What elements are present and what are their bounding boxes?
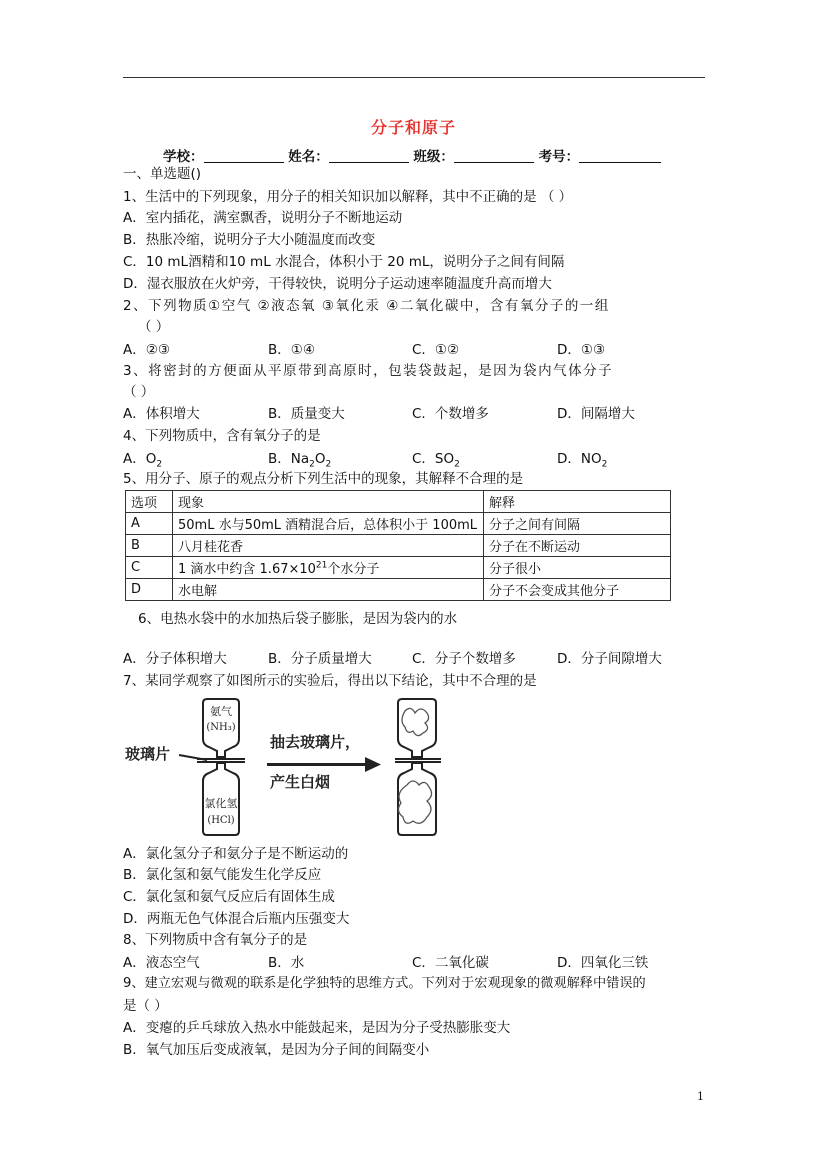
school-blank[interactable] <box>204 148 284 163</box>
hcl-formula: (HCl) <box>207 815 235 826</box>
q8-option-d: D．四氧化三铁 <box>557 955 649 971</box>
table-row <box>126 579 671 601</box>
q6-option-c: C．分子个数增多 <box>412 651 516 667</box>
class-blank[interactable] <box>454 148 534 163</box>
q8-option-c: C．二氧化碳 <box>412 955 489 971</box>
after-bottom-bottle <box>398 763 436 835</box>
q4-option-b: B．$Na_2O_2$ <box>268 451 332 470</box>
page-number: 1 <box>697 1090 704 1103</box>
table-header: 现象 <box>173 491 484 513</box>
q4-option-d: D．$NO_2$ <box>557 451 608 470</box>
q2-option-d: D．①③ <box>557 342 606 358</box>
ammonia-label: 氨气 <box>210 705 232 718</box>
table-cell: 分子不会变成其他分子 <box>484 579 671 601</box>
ammonia-formula: (NH₃) <box>206 722 236 733</box>
q3-option-d: D．间隔增大 <box>557 406 635 422</box>
table-cell: 分子在不断运动 <box>484 535 671 557</box>
q1-option-a: A．室内插花，满室飘香，说明分子不断地运动 <box>123 210 403 226</box>
q8-stem: 8、下列物质中含有氧分子的是 <box>123 932 308 948</box>
q8-option-b: B．水 <box>268 955 305 971</box>
table-row <box>126 513 671 535</box>
table-row <box>126 535 671 557</box>
q3-option-b: B．质量变大 <box>268 406 345 422</box>
q6-option-a: A．分子体积增大 <box>123 651 227 667</box>
table-cell: C <box>126 557 173 579</box>
q3-option-a: A．体积增大 <box>123 406 200 422</box>
q1-option-c: C．10 mL酒精和10 mL 水混合，体积小于 20 mL，说明分子之间有间隔 <box>123 254 565 270</box>
q9-option-b: B．氧气加压后变成液氧，是因为分子间的间隔变小 <box>123 1042 430 1058</box>
arrow-label-line1: 抽去玻璃片， <box>270 733 361 751</box>
q4-option-a: A．$O_2$ <box>123 451 163 470</box>
table-cell: 水电解 <box>173 579 484 601</box>
name-label: 姓名： <box>288 149 329 165</box>
q3-stem: 3、将密封的方便面从平原带到高原时，包装袋鼓起，是因为袋内气体分子 <box>123 363 614 379</box>
q1-option-b: B．热胀冷缩，说明分子大小随温度而改变 <box>123 232 376 248</box>
q6-option-d: D．分子间隙增大 <box>557 651 662 667</box>
hcl-label: 氯化氢 <box>204 797 238 810</box>
table-header-row <box>126 491 671 513</box>
page-title: 分子和原子 <box>370 118 456 137</box>
header-rule <box>123 77 705 78</box>
table-cell: 1 滴水中约含 $1.67\times 10^{21}$个水分子 <box>173 557 484 579</box>
q3-paren: （ ） <box>123 384 155 400</box>
q4-stem: 4、下列物质中，含有氧分子的是 <box>123 428 321 444</box>
q6-stem: 6、电热水袋中的水加热后袋子膨胀，是因为袋内的水 <box>138 611 458 627</box>
name-blank[interactable] <box>329 148 409 163</box>
q2-stem: 2、下列物质①空气 ②液态氧 ③氧化汞 ④二氧化碳中，含有氧分子的一组 <box>123 298 610 314</box>
q7-option-d: D．两瓶无色气体混合后瓶内压强变大 <box>123 911 350 927</box>
exam-no-blank[interactable] <box>579 148 661 163</box>
glass-pointer <box>179 755 207 760</box>
q5-stem: 5、用分子、原子的观点分析下列生活中的现象，其解释不合理的是 <box>123 471 524 487</box>
glass-plate-label: 玻璃片 <box>125 745 171 763</box>
q7-option-b: B．氯化氢和氨气能发生化学反应 <box>123 867 322 883</box>
q3-option-c: C．个数增多 <box>412 406 489 422</box>
table-cell: 分子之间有间隔 <box>484 513 671 535</box>
q8-option-a: A．液态空气 <box>123 955 200 971</box>
q5-table <box>125 490 671 601</box>
table-cell: D <box>126 579 173 601</box>
experiment-figure <box>125 697 465 837</box>
white-smoke-icon <box>398 708 431 823</box>
q6-option-b: B．分子质量增大 <box>268 651 372 667</box>
q9-option-a: A．变瘪的乒乓球放入热水中能鼓起来，是因为分子受热膨胀变大 <box>123 1020 511 1036</box>
q2-paren: （ ） <box>138 319 170 335</box>
q9-stem-cont: 是（ ） <box>123 998 168 1014</box>
table-header: 解释 <box>484 491 671 513</box>
q2-option-a: A．②③ <box>123 342 170 358</box>
school-label: 学校： <box>163 149 204 165</box>
q9-stem: 9、建立宏观与微观的联系是化学独特的思维方式。下列对于宏观现象的微观解释中错误的 <box>123 976 646 991</box>
table-cell: B <box>126 535 173 557</box>
arrow-label-line2: 产生白烟 <box>270 773 331 791</box>
q1-option-d: D．湿衣服放在火炉旁，干得较快，说明分子运动速率随温度升高而增大 <box>123 276 552 292</box>
table-row <box>126 557 671 579</box>
table-cell: 分子很小 <box>484 557 671 579</box>
table-cell: 八月桂花香 <box>173 535 484 557</box>
arrow-icon <box>267 757 381 772</box>
table-header: 选项 <box>126 491 173 513</box>
q1-stem: 1、生活中的下列现象，用分子的相关知识加以解释，其中不正确的是 （ ） <box>123 189 573 205</box>
q7-option-a: A．氯化氢分子和氨分子是不断运动的 <box>123 846 349 862</box>
section-heading: 一、单选题() <box>123 166 202 182</box>
table-cell: A <box>126 513 173 535</box>
table-cell: 50mL 水与50mL 酒精混合后，总体积小于 100mL <box>173 513 484 535</box>
after-top-bottle <box>398 699 436 757</box>
q2-option-b: B．①④ <box>268 342 315 358</box>
student-info-row <box>163 145 661 165</box>
q7-stem: 7、某同学观察了如图所示的实验后，得出以下结论，其中不合理的是 <box>123 673 537 689</box>
q7-option-c: C．氯化氢和氨气反应后有固体生成 <box>123 889 335 905</box>
q2-option-c: C．①② <box>412 342 460 358</box>
q4-option-c: C．$SO_2$ <box>412 451 460 470</box>
exam-no-label: 考号： <box>538 149 580 165</box>
class-label: 班级： <box>413 149 454 165</box>
